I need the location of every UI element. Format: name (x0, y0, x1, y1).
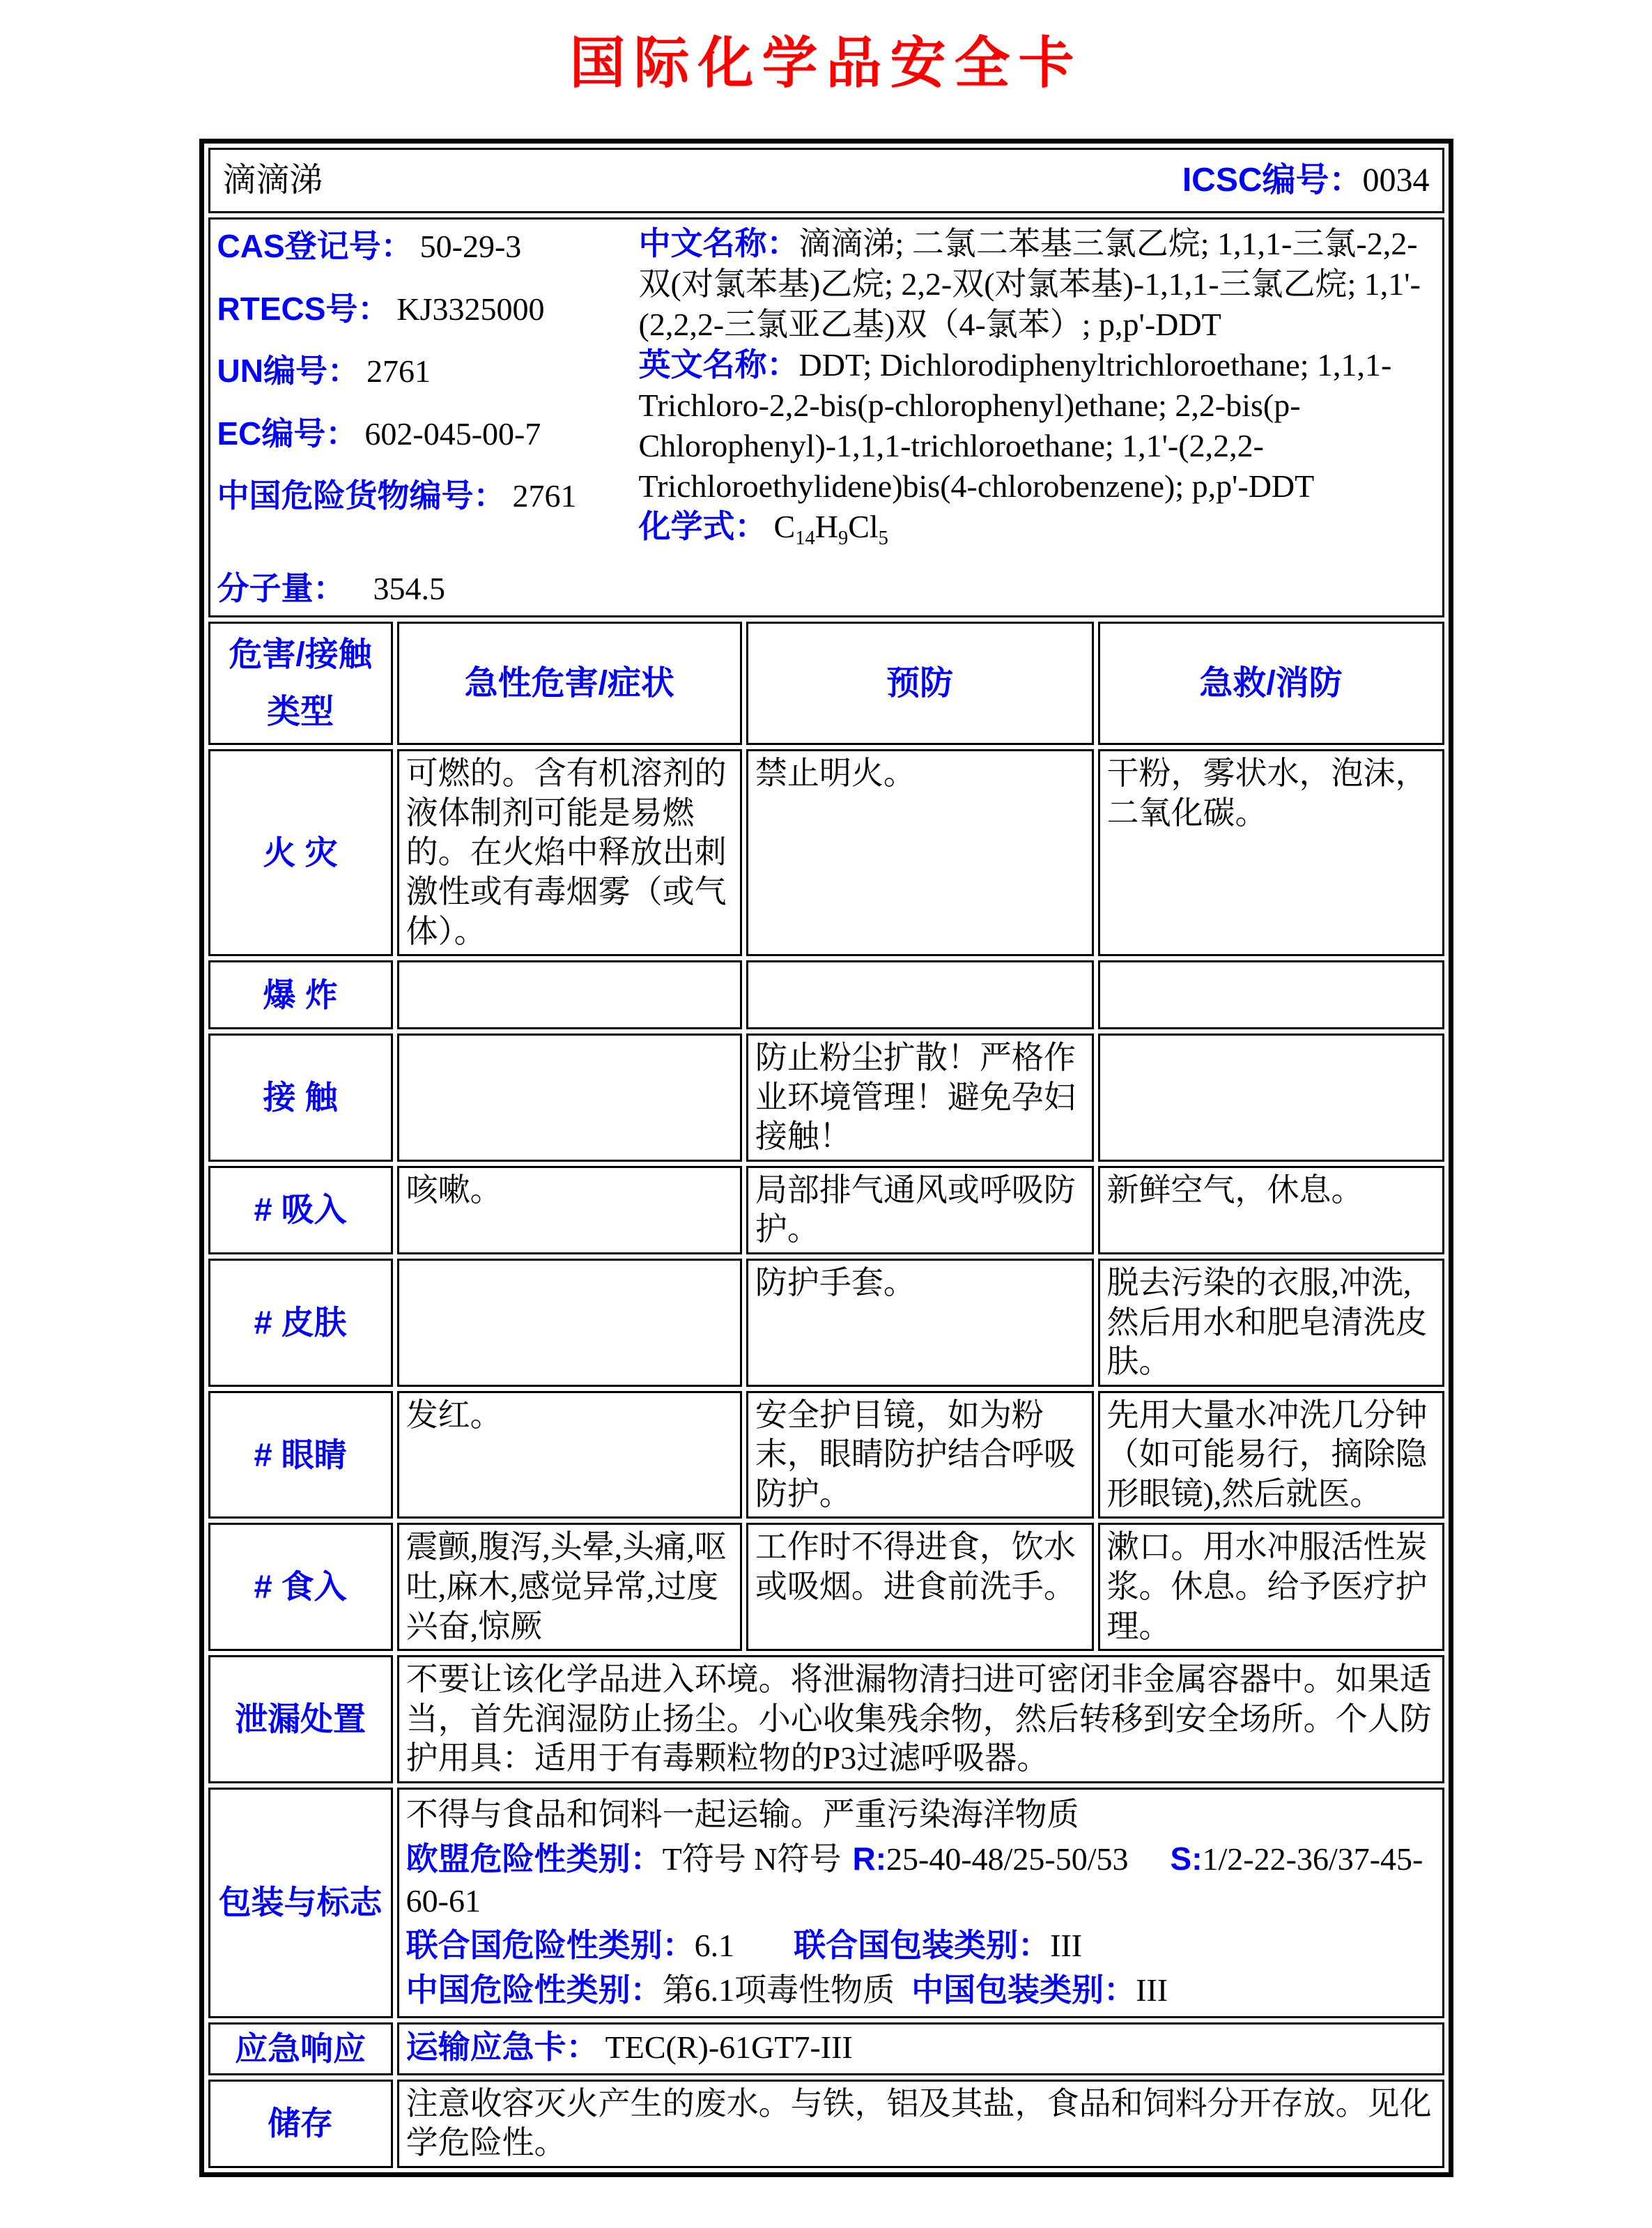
hazard-row-exposure (208, 1034, 1444, 1162)
icsc-label: ICSC编号： (1182, 162, 1363, 199)
packaging-un-line (406, 1924, 1435, 1967)
chemical-formula-label: 化学式： (638, 507, 767, 544)
eu-class-value: T符号 N符号 (662, 1841, 842, 1877)
spill-disposal-label: 泄漏处置 (208, 1655, 393, 1783)
eyes-symptoms: 发红。 (397, 1391, 742, 1519)
un-number-line (217, 351, 639, 392)
english-name-label: 英文名称： (638, 346, 799, 383)
molecular-weight-line (217, 569, 639, 609)
formula-c: C (773, 508, 796, 544)
ingestion-label: # 食入 (208, 1523, 393, 1651)
chinese-name-paragraph (639, 224, 1435, 345)
un-class-label: 联合国危险性类别： (406, 1927, 695, 1964)
eu-class-label: 欧盟危险性类别： (406, 1840, 663, 1877)
header-first-aid: 急救/消防 (1098, 622, 1444, 745)
skin-label: # 皮肤 (208, 1259, 393, 1387)
rtecs-value: KJ3325000 (396, 291, 545, 327)
cn-class-label: 中国危险性类别： (406, 1971, 663, 2008)
identification-row (208, 217, 1444, 617)
cn-pack-value: III (1136, 1972, 1168, 2008)
registry-numbers (217, 222, 639, 613)
exposure-label: 接 触 (208, 1034, 393, 1162)
cn-pack-label: 中国包装类别： (911, 1971, 1136, 2008)
packaging-label: 包装与标志 (208, 1788, 393, 2018)
header-acute-symptoms: 急性危害/症状 (397, 622, 742, 745)
un-label: UN编号： (217, 353, 360, 389)
icsc-value: 0034 (1362, 162, 1430, 199)
packaging-content (397, 1788, 1444, 2018)
explosion-prevention (746, 960, 1094, 1029)
emergency-response-row (208, 2022, 1444, 2075)
fire-first-aid: 干粉，雾状水，泡沫，二氧化碳。 (1098, 749, 1444, 956)
header-prevention: 预防 (746, 622, 1094, 745)
china-dg-number-line (217, 476, 639, 516)
rtecs-number-line (217, 289, 639, 330)
un-pack-value: III (1050, 1928, 1083, 1964)
card-header-row (208, 148, 1444, 213)
formula-cl: Cl (848, 508, 879, 544)
emergency-response-content (397, 2022, 1444, 2075)
emergency-response-label: 应急响应 (208, 2022, 393, 2075)
substance-name: 滴滴涕 (222, 162, 323, 199)
eyes-label: # 眼睛 (208, 1391, 393, 1519)
header-hazard-type-line1: 危害/接触 (229, 636, 372, 673)
ingestion-prevention: 工作时不得进食，饮水或吸烟。进食前洗手。 (746, 1523, 1094, 1651)
storage-label: 储存 (208, 2080, 393, 2168)
un-value: 2761 (366, 353, 431, 389)
exposure-first-aid (1098, 1034, 1444, 1162)
header-hazard-type (208, 622, 393, 745)
ec-label: EC编号： (217, 415, 358, 452)
skin-symptoms (397, 1259, 742, 1387)
hazard-row-fire (208, 749, 1444, 956)
cas-number-line (217, 226, 639, 267)
r-phrases-value: 25-40-48/25-50/53 (886, 1841, 1129, 1877)
spacer (217, 539, 639, 569)
formula-h: H (815, 508, 838, 544)
exposure-prevention: 防止粉尘扩散！严格作业环境管理！避免孕妇接触！ (746, 1034, 1094, 1162)
explosion-first-aid (1098, 960, 1444, 1029)
r-phrases-label: R: (852, 1840, 887, 1877)
transport-card-value: TEC(R)-61GT7-III (605, 2029, 853, 2065)
inhalation-symptoms: 咳嗽。 (397, 1166, 742, 1254)
eyes-first-aid: 先用大量水冲洗几分钟（如可能易行，摘除隐形眼镜),然后就医。 (1098, 1391, 1444, 1519)
fire-prevention: 禁止明火。 (746, 749, 1094, 956)
storage-row (208, 2080, 1444, 2168)
inhalation-prevention: 局部排气通风或呼吸防护。 (746, 1166, 1094, 1254)
packaging-transport-note: 不得与食品和饲料一起运输。严重污染海洋物质 (406, 1796, 1079, 1832)
inhalation-label: # 吸入 (208, 1166, 393, 1254)
formula-c-count: 14 (795, 527, 815, 549)
ec-value: 602-045-00-7 (364, 415, 541, 452)
card-header-cell (208, 148, 1444, 213)
china-dg-label: 中国危险货物编号： (217, 477, 506, 514)
identification-flex (217, 222, 1435, 613)
molecular-weight-label: 分子量： (217, 569, 346, 606)
icsc-card (199, 139, 1453, 2177)
chinese-name-value: 滴滴涕; 二氯二苯基三氯乙烷; 1,1,1-三氯-2,2-双(对氯苯基)乙烷; 2,2-双(对氯苯基)-1,1,1-三氯乙烷; 1,1'-(2,2,2-三氯亚乙基)双（4-氯苯）; p,p'-DDT (638, 226, 1421, 342)
formula-h-count: 9 (837, 527, 849, 549)
chemical-formula-line (639, 507, 1435, 551)
card-header-flex (217, 160, 1435, 201)
inhalation-first-aid: 新鲜空气，休息。 (1098, 1166, 1444, 1254)
exposure-symptoms (397, 1034, 742, 1162)
english-name-value: DDT; Dichlorodiphenyltrichloroethane; 1,1,1-Trichloro-2,2-bis(p-chlorophenyl)ethane; 2,2-bis(p-Chlorophenyl)-1,1,1-trichloroethane; 1,1'-(2,2,2-Trichloroethylidene)bis(4-chlorobenzene); p,p'-DDT (638, 346, 1392, 504)
rtecs-label: RTECS号： (217, 290, 390, 327)
ingestion-symptoms: 震颤,腹泻,头晕,头痛,呕吐,麻木,感觉异常,过度兴奋,惊厥 (397, 1523, 742, 1651)
china-dg-value: 2761 (512, 478, 577, 514)
un-class-value: 6.1 (694, 1928, 735, 1964)
transport-card-label: 运输应急卡： (406, 2028, 599, 2065)
header-hazard-type-line2: 类型 (267, 693, 334, 730)
fire-label: 火 灾 (208, 749, 393, 956)
packaging-eu-line (406, 1838, 1435, 1923)
packaging-row (208, 1788, 1444, 2018)
cn-class-value: 第6.1项毒性物质 (662, 1972, 895, 2008)
skin-first-aid: 脱去污染的衣服,冲洗,然后用水和肥皂清洗皮肤。 (1098, 1259, 1444, 1387)
fire-symptoms: 可燃的。含有机溶剂的液体制剂可能是易燃的。在火焰中释放出刺激性或有毒烟雾（或气体）。 (397, 749, 742, 956)
un-pack-label: 联合国包装类别： (794, 1927, 1051, 1964)
formula-cl-count: 5 (878, 527, 888, 549)
s-phrases-value: 1/2-22-36/37-45-60-61 (406, 1841, 1423, 1919)
spill-disposal-row (208, 1655, 1444, 1783)
hazard-row-explosion (208, 960, 1444, 1029)
hazard-row-eyes (208, 1391, 1444, 1519)
icsc-number (1182, 160, 1430, 201)
cas-value: 50-29-3 (419, 229, 522, 264)
cas-label: CAS登记号： (217, 228, 413, 264)
molecular-weight-value: 354.5 (373, 570, 445, 606)
hazard-row-skin (208, 1259, 1444, 1387)
ec-number-line (217, 414, 639, 454)
english-name-paragraph (639, 345, 1435, 507)
hazard-table-header-row (208, 622, 1444, 745)
s-phrases-label: S: (1170, 1840, 1203, 1877)
storage-text: 注意收容灭火产生的废水。与铁，铝及其盐，食品和饲料分开存放。见化学危险性。 (397, 2080, 1444, 2168)
hazard-row-ingestion (208, 1523, 1444, 1651)
page-title: 国际化学品安全卡 (569, 30, 1083, 95)
explosion-label: 爆 炸 (208, 960, 393, 1029)
chinese-name-label: 中文名称： (638, 225, 799, 261)
eyes-prevention: 安全护目镜，如为粉末，眼睛防护结合呼吸防护。 (746, 1391, 1094, 1519)
hazard-row-inhalation (208, 1166, 1444, 1254)
identification-cell (208, 217, 1444, 617)
explosion-symptoms (397, 960, 742, 1029)
skin-prevention: 防护手套。 (746, 1259, 1094, 1387)
substance-names (639, 222, 1435, 613)
ingestion-first-aid: 漱口。用水冲服活性炭浆。休息。给予医疗护理。 (1098, 1523, 1444, 1651)
spill-disposal-text: 不要让该化学品进入环境。将泄漏物清扫进可密闭非金属容器中。如果适当，首先润湿防止扬尘。小心收集残余物，然后转移到安全场所。个人防护用具：适用于有毒颗粒物的P3过滤呼吸器。 (397, 1655, 1444, 1783)
packaging-cn-line (406, 1969, 1435, 2012)
